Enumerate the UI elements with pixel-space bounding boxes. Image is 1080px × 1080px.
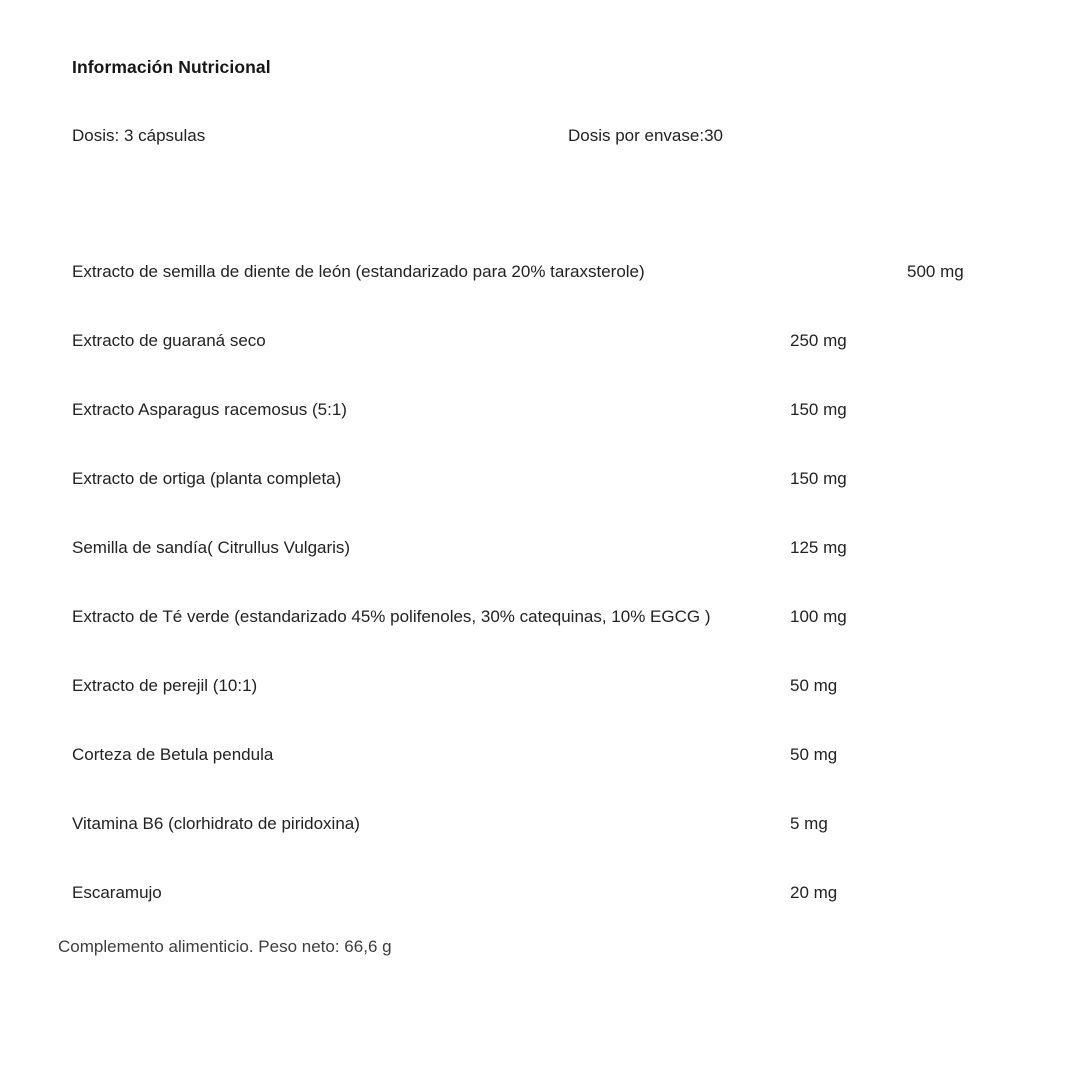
ingredient-amount: 50 mg xyxy=(790,745,838,764)
ingredient-name: Extracto de guaraná seco xyxy=(72,331,266,350)
table-row xyxy=(0,322,1080,391)
ingredient-amount: 50 mg xyxy=(790,676,838,695)
ingredient-amount: 100 mg xyxy=(790,607,847,626)
ingredient-amount: 500 mg xyxy=(907,262,964,281)
ingredient-name: Extracto de semilla de diente de león (estandarizado para 20% taraxsterole) xyxy=(72,262,645,281)
ingredient-amount: 150 mg xyxy=(790,400,847,419)
ingredient-name: Extracto de perejil (10:1) xyxy=(72,676,258,695)
table-row xyxy=(0,736,1080,805)
page-title: Información Nutricional xyxy=(72,57,271,77)
table-row xyxy=(0,253,1080,322)
ingredient-name: Escaramujo xyxy=(72,883,162,902)
ingredient-amount: 5 mg xyxy=(790,814,828,833)
ingredient-name: Vitamina B6 (clorhidrato de piridoxina) xyxy=(72,814,360,833)
ingredient-name: Extracto de ortiga (planta completa) xyxy=(72,469,342,488)
table-row xyxy=(0,529,1080,598)
footer-note: Complemento alimenticio. Peso neto: 66,6 g xyxy=(58,937,392,956)
table-row xyxy=(0,874,1080,943)
table-row xyxy=(0,667,1080,736)
dose-row xyxy=(0,126,1080,148)
table-row xyxy=(0,598,1080,667)
table-row xyxy=(0,391,1080,460)
ingredient-name: Extracto Asparagus racemosus (5:1) xyxy=(72,400,347,419)
ingredient-amount: 250 mg xyxy=(790,331,847,350)
table-row xyxy=(0,805,1080,874)
table-row xyxy=(0,460,1080,529)
ingredient-name: Extracto de Té verde (estandarizado 45% polifenoles, 30% catequinas, 10% EGCG ) xyxy=(72,607,711,626)
ingredient-amount: 150 mg xyxy=(790,469,847,488)
dose-serving-text: Dosis: 3 cápsulas xyxy=(72,126,206,145)
ingredient-name: Corteza de Betula pendula xyxy=(72,745,274,764)
ingredient-amount: 20 mg xyxy=(790,883,838,902)
ingredient-name: Semilla de sandía( Citrullus Vulgaris) xyxy=(72,538,351,557)
dose-per-container-text: Dosis por envase:30 xyxy=(568,126,723,145)
ingredient-amount: 125 mg xyxy=(790,538,847,557)
ingredients-table xyxy=(0,253,1080,943)
